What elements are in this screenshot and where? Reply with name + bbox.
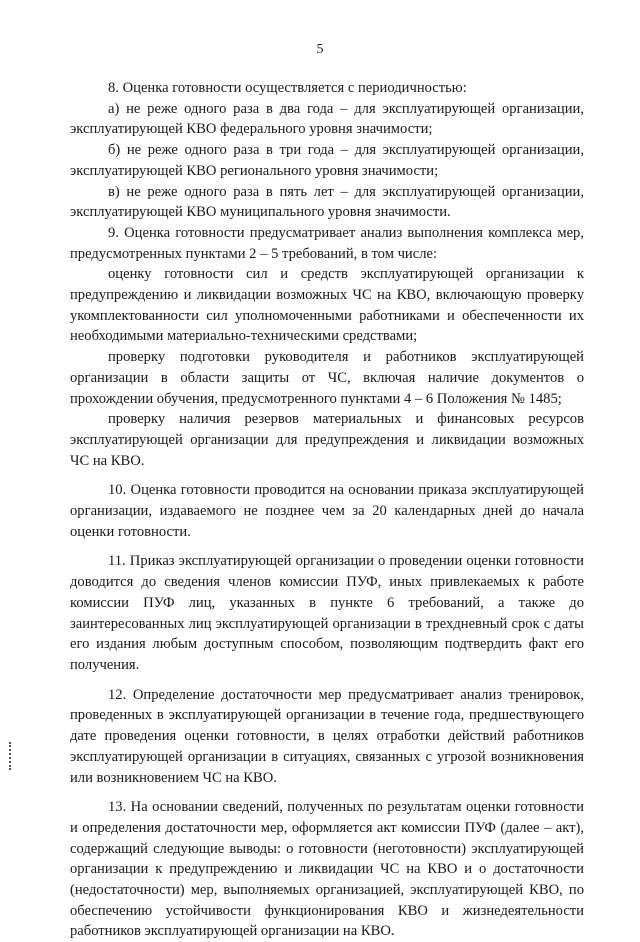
paragraph-13: 13. На основании сведений, полученных по результатам оценки готовности и определения достаточности мер, оформляется акт комиссии ПУФ (далее – акт), содержащий следующие выводы: о готовности (неготовности) эксплуатирующей организации к предупреждению и ликвидации ЧС на КВО и о достаточности (недостаточности) мер, выполняемых организацией, эксплуатирующей КВО, по обеспечению устойчивости функционирования КВО и жизнедеятельности работников эксплуатирующей организации на КВО. [70, 799, 584, 940]
paragraph-8c: в) не реже одного раза в пять лет – для эксплуатирующей организации, эксплуатирующей КВО муниципального уровня значимости. [70, 183, 584, 221]
document-body [70, 78, 584, 942]
paragraph-12: 12. Определение достаточности мер предусматривает анализ тренировок, проведенных в эксплуатирующей организации в течение года, предшествующего дате проведения оценки готовности, в целях отработки действий работников эксплуатирующей организации в ситуациях, связанных с угрозой возникновения или возникновением ЧС на КВО. [70, 686, 584, 786]
scan-margin-mark [9, 742, 14, 770]
paragraph-8: 8. Оценка готовности осуществляется с периодичностью: [108, 80, 467, 96]
paragraph-8a: а) не реже одного раза в два года – для эксплуатирующей организации, эксплуатирующей КВО федерального уровня значимости; [70, 100, 584, 138]
paragraph-9-item-2: проверку подготовки руководителя и работников эксплуатирующей организации в области защиты от ЧС, включая наличие документов о прохождении обучения, предусмотренного пунктами 4 – 6 Положения № 1485; [70, 349, 584, 407]
paragraph-8b: б) не реже одного раза в три года – для эксплуатирующей организации, эксплуатирующей КВО регионального уровня значимости; [70, 142, 584, 179]
paragraph-9: 9. Оценка готовности предусматривает анализ выполнения комплекса мер, предусмотренных пунктами 2 – 5 требований, в том числе: [70, 224, 584, 262]
paragraph-10: 10. Оценка готовности проводится на основании приказа эксплуатирующей организации, издаваемого не позднее чем за 20 календарных дней до начала оценки готовности. [70, 482, 584, 540]
paragraph-9-item-1: оценку готовности сил и средств эксплуатирующей организации к предупреждению и ликвидации возможных ЧС на КВО, включающую проверку укомплектованности сил уполномоченными работниками и обеспеченности их необходимыми материально-техническими средствами; [70, 266, 584, 345]
paragraph-9-item-3: проверку наличия резервов материальных и финансовых ресурсов эксплуатирующей организации для предупреждения и ликвидации возможных ЧС на КВО. [70, 411, 584, 469]
page-number: 5 [316, 42, 324, 57]
paragraph-11: 11. Приказ эксплуатирующей организации о проведении оценки готовности доводится до сведения членов комиссии ПУФ, иных привлекаемых к работе комиссии ПУФ лиц, указанных в пункте 6 требований, а также до заинтересованных лиц эксплуатирующей организации в трехдневный срок с даты его издания любым доступным способом, позволяющим подтвердить факт его получения. [70, 553, 584, 673]
